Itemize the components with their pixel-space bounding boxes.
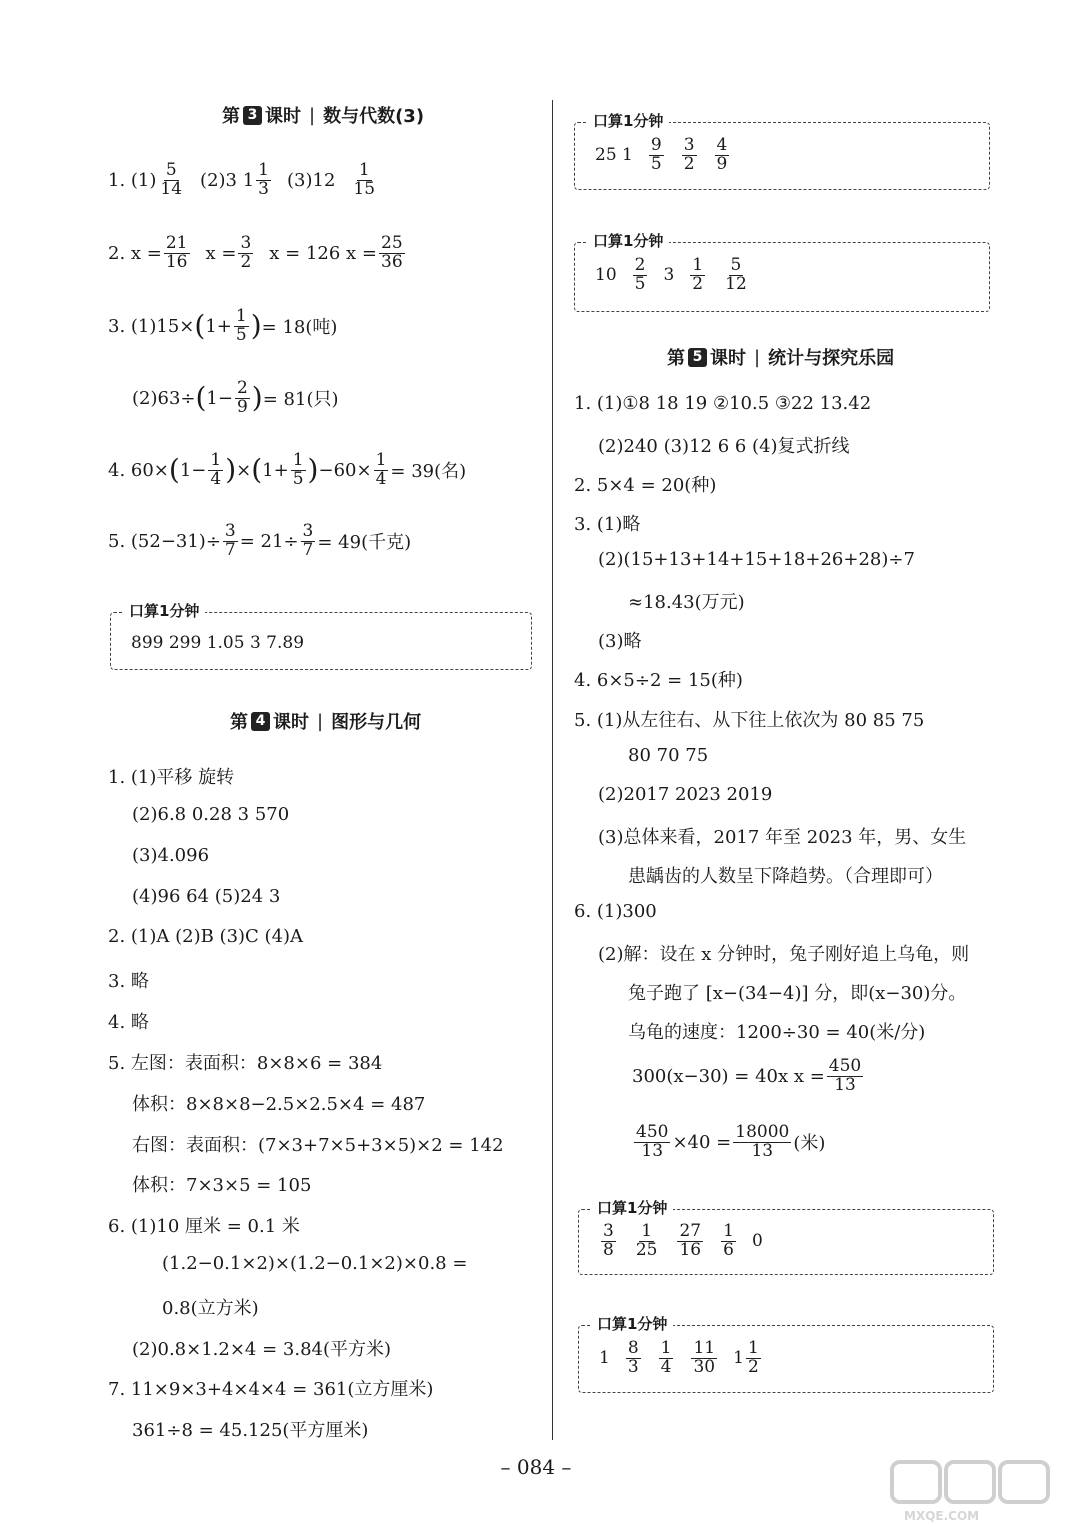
fraction: $\frac{18000}{13}$ — [735, 1122, 790, 1161]
stat-line: 5. (1)从左往右、从下往上依次为 80 85 75 — [574, 710, 925, 731]
watermark-logo-icon — [884, 1456, 1054, 1526]
box-label: 口算1分钟 — [587, 230, 669, 251]
text: (3)12 — [287, 169, 336, 191]
geo-line: 1. (1)平移 旋转 — [108, 767, 235, 788]
text: 5. (52−31)÷ — [108, 530, 221, 552]
page-number: – 084 – — [500, 1455, 572, 1479]
text: 3 — [663, 265, 675, 286]
text: x = 126 x = — [269, 242, 378, 264]
stat-line: (2)(15+13+14+15+18+26+28)÷7 — [598, 549, 915, 570]
fraction: $\frac{1}{2}$ — [692, 255, 704, 294]
section-number-badge: 3 — [243, 106, 262, 125]
stat-line: (2)2017 2023 2019 — [598, 784, 773, 805]
box-values — [599, 1340, 763, 1377]
section-number-badge: 5 — [688, 348, 707, 367]
geo-line: (3)4.096 — [132, 845, 210, 866]
mental-math-box — [574, 232, 990, 312]
fraction: $\frac{3}{7}$ — [302, 521, 314, 560]
stat-line: (2)240 (3)12 6 6 (4)复式折线 — [598, 436, 850, 457]
text: 300(x−30) = 40x x = — [632, 1065, 825, 1087]
equation-1 — [632, 1058, 865, 1095]
text: 1− — [206, 387, 233, 409]
stat-line: 兔子跑了 [x−(34−4)] 分，即(x−30)分。 — [628, 983, 967, 1004]
fraction: $\frac{3}{2}$ — [683, 135, 695, 174]
section-suffix: 课时 — [265, 106, 301, 127]
stat-line: 乌龟的速度：1200÷30 = 40(米/分) — [628, 1022, 926, 1043]
section-prefix: 第 — [667, 348, 685, 369]
svg-text:MXQE.COM: MXQE.COM — [904, 1509, 980, 1523]
box-values — [595, 257, 751, 294]
section-topic: 图形与几何 — [331, 712, 422, 733]
box-values — [599, 1223, 763, 1260]
fraction: $\frac{1}{5}$ — [292, 450, 304, 489]
stat-line: (3)略 — [598, 631, 642, 652]
fraction: $\frac{8}{3}$ — [627, 1338, 639, 1377]
text: 1+ — [205, 315, 232, 337]
geo-line: 0.8(立方米) — [162, 1298, 259, 1319]
fraction: $\frac{5}{14}$ — [160, 160, 183, 199]
text: 10 — [595, 265, 617, 286]
text: x = — [205, 242, 237, 264]
stat-line: (3)总体来看，2017 年至 2023 年，男、女生 — [598, 827, 967, 848]
answer-4: 4. 60× ( 1− $\frac{1}{4}$ ) × ( 1+ $\frac{1}{5}$ ) −60× $\frac{1}{4}$ = 39(名) — [108, 450, 467, 489]
geo-line: 4. 略 — [108, 1012, 149, 1033]
fraction: $\frac{1}{25}$ — [635, 1221, 658, 1260]
text: −60× — [318, 459, 372, 481]
fraction: $\frac{1}{15}$ — [353, 160, 376, 199]
fraction: $\frac{9}{5}$ — [650, 135, 662, 174]
text: 1+ — [262, 459, 289, 481]
section-prefix: 第 — [230, 712, 248, 733]
fraction: $\frac{450}{13}$ — [636, 1122, 669, 1161]
geo-line: 体积：8×8×8−2.5×2.5×4 = 487 — [132, 1094, 426, 1115]
answer-1 — [108, 162, 379, 199]
fraction: $\frac{1}{2}$ — [747, 1338, 759, 1377]
stat-line: 2. 5×4 = 20(种) — [574, 475, 717, 496]
answer-3-2: (2)63÷ ( 1− $\frac{2}{9}$ ) = 81(只) — [132, 378, 339, 417]
mental-math-box — [574, 112, 990, 190]
stat-line: 80 70 75 — [628, 745, 709, 766]
column-divider — [552, 100, 553, 1440]
text: 25 1 — [595, 145, 633, 166]
text: 1 — [733, 1348, 744, 1369]
text: = 18(吨) — [261, 317, 338, 339]
fraction: $\frac{21}{16}$ — [165, 233, 188, 272]
geo-line: (1.2−0.1×2)×(1.2−0.1×2)×0.8 = — [162, 1253, 468, 1274]
box-values — [595, 137, 731, 174]
text: 3. (1)15× — [108, 315, 195, 337]
geo-line: (4)96 64 (5)24 3 — [132, 886, 281, 907]
fraction: $\frac{1}{5}$ — [235, 306, 247, 345]
text: 2. x = — [108, 242, 162, 264]
stat-line: 1. (1)①8 18 19 ②10.5 ③22 13.42 — [574, 393, 872, 414]
fraction: $\frac{3}{2}$ — [240, 233, 252, 272]
box-label: 口算1分钟 — [123, 600, 205, 621]
text: (2)63÷ — [132, 387, 196, 409]
section-topic: 数与代数(3) — [323, 106, 425, 127]
equation-2 — [632, 1124, 825, 1161]
geo-line: 3. 略 — [108, 971, 149, 992]
section-prefix: 第 — [222, 106, 240, 127]
answer-3-1: 3. (1)15× ( 1+ $\frac{1}{5}$ ) = 18(吨) — [108, 306, 338, 345]
stat-line: 患龋齿的人数呈下降趋势。（合理即可） — [628, 866, 943, 887]
mental-math-box — [578, 1199, 994, 1275]
geo-line: 右图：表面积：(7×3+7×5+3×5)×2 = 142 — [132, 1135, 504, 1156]
mental-math-box — [110, 602, 532, 670]
box-label: 口算1分钟 — [587, 110, 669, 131]
fraction: $\frac{11}{30}$ — [693, 1338, 716, 1377]
text: = 81(只) — [262, 389, 339, 411]
geo-line: (2)0.8×1.2×4 = 3.84(平方米) — [132, 1339, 392, 1360]
text: 1− — [179, 459, 207, 481]
text: 0 — [751, 1231, 763, 1252]
text: 4. 60× — [108, 459, 169, 481]
fraction: $\frac{2}{5}$ — [634, 255, 646, 294]
geo-line: (2)6.8 0.28 3 570 — [132, 804, 290, 825]
text: (2)3 1 — [200, 169, 255, 191]
geo-line: 体积：7×3×5 = 105 — [132, 1175, 312, 1196]
fraction: $\frac{1}{6}$ — [723, 1221, 734, 1260]
fraction: $\frac{1}{4}$ — [660, 1338, 672, 1377]
text: 1 — [599, 1348, 610, 1369]
stat-line: ≈18.43(万元) — [628, 592, 745, 613]
answer-5 — [108, 523, 411, 560]
text: ×40 = — [672, 1131, 732, 1153]
stat-line: 4. 6×5÷2 = 15(种) — [574, 670, 743, 691]
fraction: $\frac{5}{12}$ — [725, 255, 747, 294]
geo-line: 361÷8 = 45.125(平方厘米) — [132, 1420, 369, 1441]
fraction: $\frac{1}{4}$ — [375, 450, 387, 489]
text: (米) — [793, 1133, 826, 1155]
fraction: $\frac{27}{16}$ — [679, 1221, 702, 1260]
text: = 21÷ — [239, 530, 299, 552]
fraction: $\frac{4}{9}$ — [716, 135, 728, 174]
geo-line: 7. 11×9×3+4×4×4 = 361(立方厘米) — [108, 1379, 434, 1400]
text: = 49(千克) — [317, 532, 412, 554]
box-label: 口算1分钟 — [591, 1313, 673, 1334]
section-suffix: 课时 — [710, 348, 746, 369]
section-title-5: 第 5 课时 | 统计与探究乐园 — [667, 344, 894, 370]
fraction: $\frac{1}{3}$ — [258, 160, 269, 199]
box-values: 899 299 1.05 3 7.89 — [131, 633, 305, 653]
answer-2 — [108, 235, 407, 272]
fraction: $\frac{2}{9}$ — [236, 378, 248, 417]
section-title-3: 第 3 课时 | 数与代数(3) — [222, 102, 424, 128]
stat-line: 3. (1)略 — [574, 514, 641, 535]
fraction: $\frac{450}{13}$ — [828, 1056, 862, 1095]
fraction: $\frac{25}{36}$ — [381, 233, 403, 272]
fraction: $\frac{3}{8}$ — [603, 1221, 614, 1260]
fraction: $\frac{1}{4}$ — [210, 450, 222, 489]
section-topic: 统计与探究乐园 — [768, 348, 895, 369]
fraction: $\frac{3}{7}$ — [224, 521, 236, 560]
geo-line: 5. 左图：表面积：8×8×6 = 384 — [108, 1053, 383, 1074]
section-number-badge: 4 — [251, 712, 270, 731]
geo-line: 6. (1)10 厘米 = 0.1 米 — [108, 1216, 300, 1237]
box-label: 口算1分钟 — [591, 1197, 673, 1218]
geo-line: 2. (1)A (2)B (3)C (4)A — [108, 926, 304, 947]
section-suffix: 课时 — [273, 712, 309, 733]
text: × — [236, 459, 252, 481]
section-title-4: 第 4 课时 | 图形与几何 — [230, 708, 421, 734]
stat-line: (2)解：设在 x 分钟时，兔子刚好追上乌龟，则 — [598, 944, 970, 965]
mental-math-box — [578, 1315, 994, 1393]
text: = 39(名) — [390, 461, 467, 483]
stat-line: 6. (1)300 — [574, 901, 657, 922]
text: 1. (1) — [108, 169, 157, 191]
